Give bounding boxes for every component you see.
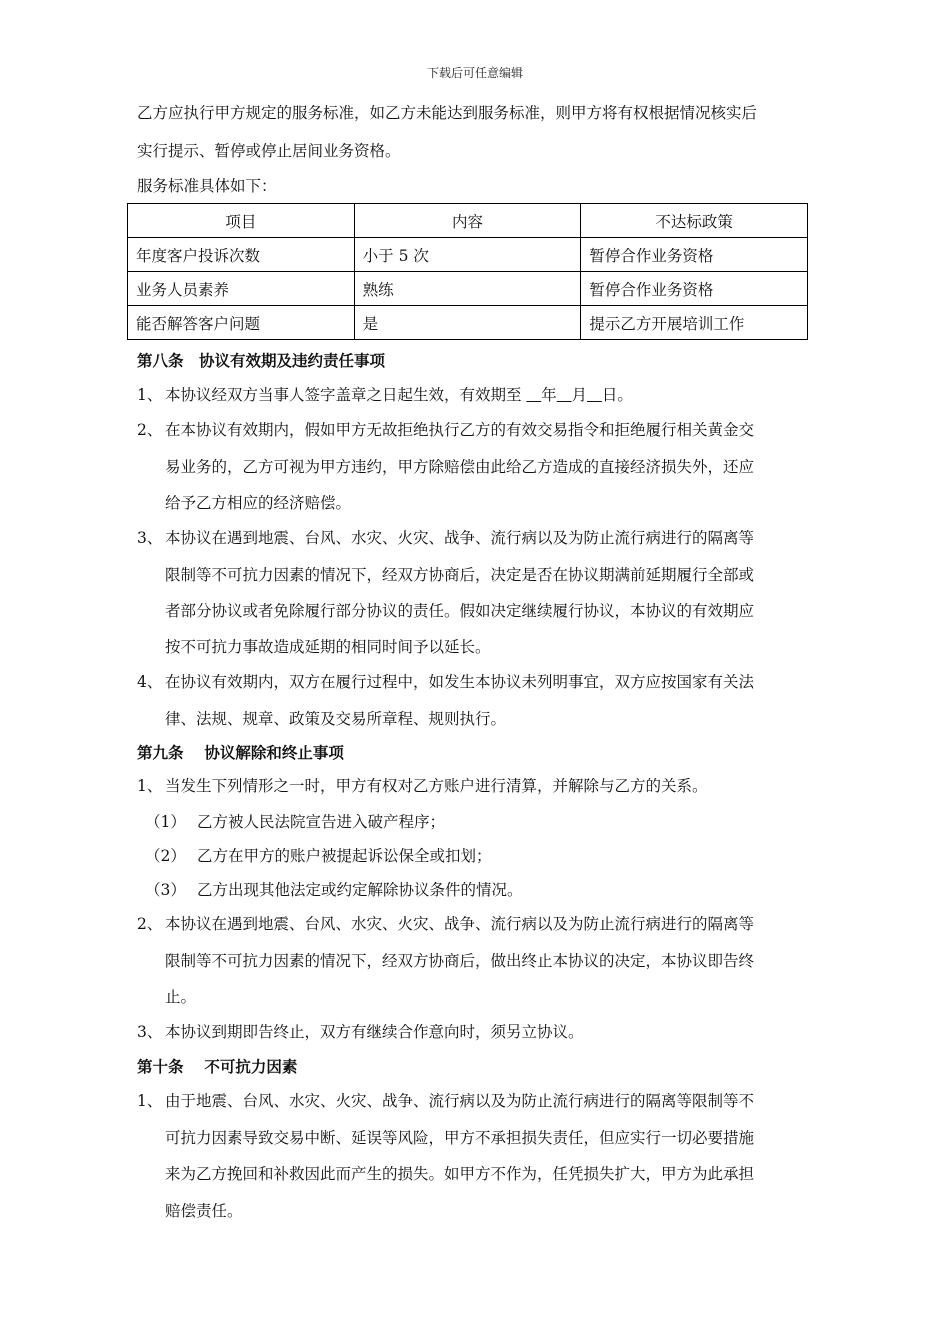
art8-item-1 [137,383,633,405]
art9-item-3 [137,1020,584,1042]
table-cell: 熟练 [354,272,581,306]
item-text: 本协议在遇到地震、台风、水灾、火灾、战争、流行病以及为防止流行病进行的隔离等 [165,529,755,547]
article-8-title: 第八条 协议有效期及违约责任事项 [137,351,386,370]
table-row [128,272,808,306]
art8-item-2 [137,418,754,440]
blank-field [526,386,541,404]
day-label: 日。 [601,386,633,404]
item-number: 1、 [137,1092,163,1110]
table-row [128,306,808,340]
table-cell: 暂停合作业务资格 [581,272,808,306]
art8-item-3 [137,526,754,548]
art9-sub-item-1 [145,810,445,832]
art9-sub-item-3 [145,878,523,900]
item-number: 4、 [137,673,163,691]
sub-item-text: 乙方被人民法院宣告进入破产程序； [197,813,446,831]
intro-line-1: 乙方应执行甲方规定的服务标准，如乙方未能达到服务标准，则甲方将有权根据情况核实后 [137,104,758,122]
sub-item-text: 乙方出现其他法定或约定解除协议条件的情况。 [197,881,523,899]
item-continuation: 者部分协议或者免除履行部分协议的责任。假如决定继续履行协议，本协议的有效期应 [165,602,755,620]
art9-item-2 [137,912,754,934]
item-continuation: 止。 [165,988,197,1006]
intro-line-3: 服务标准具体如下： [137,177,277,195]
item-continuation: 律、法规、规章、政策及交易所章程、规则执行。 [165,710,507,728]
table-header-cell: 不达标政策 [581,204,808,238]
table-cell: 提示乙方开展培训工作 [581,306,808,340]
item-text: 在本协议有效期内，假如甲方无故拒绝执行乙方的有效交易指令和拒绝履行相关黄金交 [165,421,755,439]
table-cell: 小于 5 次 [354,238,581,272]
item-continuation: 给予乙方相应的经济赔偿。 [165,494,352,512]
article-10-title: 第十条 不可抗力因素 [137,1057,298,1076]
table-cell: 是 [354,306,581,340]
table-cell: 能否解答客户问题 [128,306,355,340]
item-continuation: 来为乙方挽回和补救因此而产生的损失。如甲方不作为，任凭损失扩大，甲方为此承担 [165,1165,755,1183]
article-9-title: 第九条 协议解除和终止事项 [137,743,344,762]
service-standard-table [127,203,808,340]
table-cell: 业务人员素养 [128,272,355,306]
month-label: 月 [571,386,588,404]
art9-sub-item-2 [145,844,492,866]
blank-field [557,386,572,404]
item-text: 由于地震、台风、水灾、火灾、战争、流行病以及为防止流行病进行的隔离等限制等不 [165,1092,755,1110]
item-text: 在协议有效期内，双方在履行过程中，如发生本协议未列明事宜，双方应按国家有关法 [165,673,755,691]
sub-item-number: （2） [145,847,186,865]
year-label: 年 [541,386,557,404]
art10-item-1 [137,1089,754,1111]
item-number: 3、 [137,529,163,547]
sub-item-text: 乙方在甲方的账户被提起诉讼保全或扣划； [197,847,492,865]
item-text: 当发生下列情形之一时，甲方有权对乙方账户进行清算，并解除与乙方的关系。 [165,777,708,795]
blank-field [587,386,602,404]
table-header-row [128,204,808,238]
item-text: 本协议在遇到地震、台风、水灾、火灾、战争、流行病以及为防止流行病进行的隔离等 [165,915,755,933]
item-continuation: 可抗力因素导致交易中断、延误等风险，甲方不承担损失责任，但应实行一切必要措施 [165,1129,755,1147]
table-header-cell: 内容 [354,204,581,238]
item-continuation: 限制等不可抗力因素的情况下，经双方协商后，决定是否在协议期满前延期履行全部或 [165,566,755,584]
item-continuation: 赔偿责任。 [165,1202,243,1220]
art8-item-4 [137,670,754,692]
intro-line-2: 实行提示、暂停或停止居间业务资格。 [137,142,401,160]
item-number: 1、 [137,386,163,404]
table-row [128,238,808,272]
table-cell: 年度客户投诉次数 [128,238,355,272]
item-continuation: 限制等不可抗力因素的情况下，经双方协商后，做出终止本协议的决定，本协议即告终 [165,952,755,970]
item-number: 3、 [137,1023,163,1041]
page-header: 下载后可任意编辑 [426,66,523,80]
item-continuation: 按不可抗力事故造成延期的相同时间予以延长。 [165,638,491,656]
item-number: 2、 [137,421,163,439]
item-text: 本协议到期即告终止，双方有继续合作意向时，须另立协议。 [165,1023,584,1041]
table-cell: 暂停合作业务资格 [581,238,808,272]
item-continuation: 易业务的，乙方可视为甲方违约，甲方除赔偿由此给乙方造成的直接经济损失外，还应 [165,458,755,476]
sub-item-number: （3） [145,881,186,899]
art9-item-1 [137,774,708,796]
item-number: 2、 [137,915,163,933]
item-text: 本协议经双方当事人签字盖章之日起生效，有效期至 [165,386,527,404]
table-header-cell: 项目 [128,204,355,238]
item-number: 1、 [137,777,163,795]
sub-item-number: （1） [145,813,186,831]
